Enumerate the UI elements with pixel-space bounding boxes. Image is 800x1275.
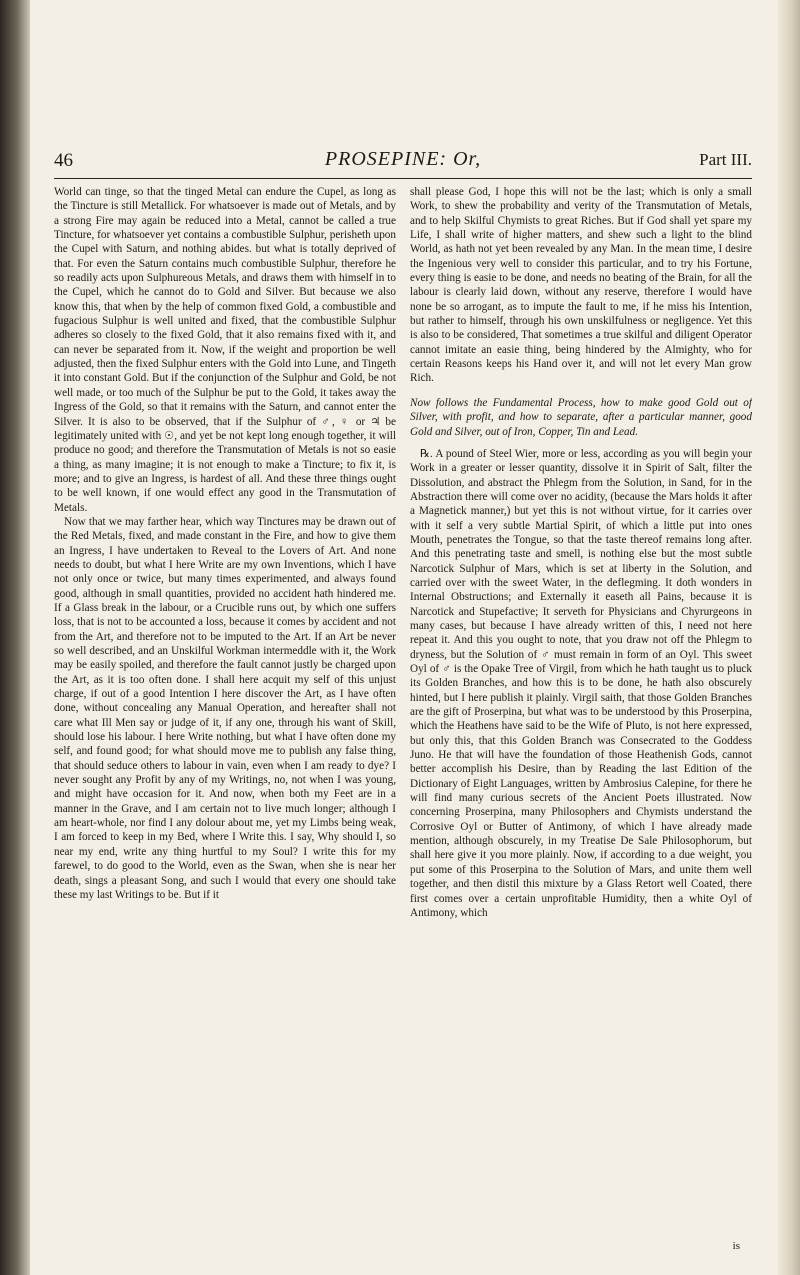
page-fore-edge — [778, 0, 800, 1275]
body-paragraph: World can tinge, so that the tinged Metal can endure the Cupel, as long as the Tincture is still Metallick. For whatsoever is made out of Metals, and by a strong Fire may again be reduced into a Metal, cannot be called a true Tincture, for whatsoever yet contains a combustible Sulphur, perisheth upon the Cupel with Saturn, and nothing abides. but what is totally deprived of that. For even the Saturn contains much combustible Sulphur, therefore he so readily acts upon Sulphureous Metals, and draws them with himself in to the Cupel, which he cannot do to Gold and Silver. But because we also know this, that when by the help of common fixed Gold, a combustible and fugacious Sulphur is well united and fixed, that the combustible Sulphur adheres so closely to the fixed Gold, that it also remains fixed with it, and can never be separated from it. Now, if the weight and proportion be well adjusted, then the fixed Sulphur enters with the Gold into Lune, and Tingeth it into constant Gold. But if the conjunction of the Sulphur and Gold, be not well made, or too much of the Sulphur be put to the Gold, it takes away the Ingress of the Gold, so that it remains with the Saturn, and cannot enter the Silver. It is also to be observed, that if the Sulphur of ♂, ♀ or ♃ be legitimately united with ☉, and yet be not kept long enough together, it will produce no good; and therefore the Transmutation of Metals is not so easie a thing, as many imagine; it is not enough to make a Tincture; to fix it, is more; and to give an Ingress, is hardest of all. And these three things ought to be well known, if one would effect any good in the Transmutation of Metals. — [54, 186, 396, 514]
page-header — [54, 148, 752, 179]
body-paragraph: ℞. A pound of Steel Wier, more or less, according as you will begin your Work in a greater or lesser quantity, dissolve it in Spirit of Salt, filter the Dissolution, and abstract the Phlegm from the Solution, in Sand, for in the Abstraction there will come over no acidity, (because the Mars holds it after a Magnetick manner,) but yet this is not without virtue, for it carries over with it self a very subtle Martial Spirit, of which a little put into ones Mouth, penetrates the Tongue, so that the taste thereof remains long after. And this penetrating taste and smell, is nothing else but the most subtle Narcotick Sulphur of Mars, which is set at liberty in the Solution, and carried over with the sweet Water, in the deflegming. It doth wonders in Internal Obstructions; and Externally it easeth all Pains, because it is Narcotick and Stupefactive; It serveth for Physicians and Chyrurgeons in many cases, but because I have already written of this, I need not here repeat it. And this you ought to note, that you draw not off the Phlegm to dryness, but the Solution of ♂ must remain in form of an Oyl. This sweet Oyl of ♂ is the Opake Tree of Virgil, from which he hath taught us to pluck its Golden Branches, and how this is to be done, he hath also obscurely hinted, but I here publish it plainly. Virgil saith, that those Golden Branches are the gift of Proserpina, but what was to be understood by this Proserpina, which the Heathens have said to be the Wife of Pluto, is not here expressed, but only this, that this Golden Branch was Consecrated to the Goddess Juno. He that will have the foundation of those Heathenish Gods, cannot better accomplish his Desire, than by Reading the last Edition of the Dictionary of Eight Languages, written by Ambrosius Calepine, for there he will find many curious secrets of the Ancient Poets illustrated. Now concerning Proserpina, many Philosophers and Chymists understand the Corrosive Oyl or Butter of Antimony, of which I have already made mention, although obscurely, in my Treatise De Sale Philosophorum, but shall here give it you more plainly. Now, if according to a due weight, you put some of this Proserpina to the Solution of Mars, and unite them well together, and then distil this mixture by a Glass Retort well Coated, there first comes over a certain unprofitable Humidity, then a white Oyl of Antimony, which — [410, 447, 752, 919]
book-page — [30, 0, 778, 1275]
book-spine-shadow — [0, 0, 30, 1275]
part-label: Part III. — [699, 150, 752, 169]
catchword: is — [732, 1240, 740, 1252]
page-number: 46 — [54, 150, 73, 171]
body-paragraph: shall please God, I hope this will not be the last; which is only a small Work, to shew the probability and verity of the Transmutation of Metals, and to help Skilful Chymists to great Riches. But if God shall yet spare my Life, I shall write of higher matters, and shew such a light to the blind World, as hath not yet been revealed by any Man. In the mean time, I desire the Ingenious very well to consider this particular, and to try his Fortune, every thing is easie to be done, and needs no beating of the Brain, for all the labour is clearly laid down, without any reserve, therefore I would have none be so arrogant, as to impute the fault to me, if he miss his Intention, but rather to himself, through his own unskilfulness or negligence. Yet this is also to be considered, That sometimes a true skilful and diligent Operator cannot imitate an easie thing, being hindered by the Almighty, who for certain Reasons keeps his Hand over it, and will not let every Man grow Rich. — [410, 186, 752, 385]
right-column — [410, 185, 752, 1235]
left-column — [54, 185, 396, 1235]
running-title: PROSEPINE: Or, — [324, 148, 482, 170]
body-paragraph: Now that we may farther hear, which way Tinctures may be drawn out of the Red Metals, fixed, and made constant in the Fire, and how to give them an Ingress, I have undertaken to Reveal to the Lovers of Art. And none needs to doubt, but what I here Write are my own Inventions, which I have not only once or twice, but many times experimented, and always found good, although in small quantities, provided no accident hath hindered me. If a Glass break in the labour, or a Crucible runs out, by which one suffers loss, that is not to be accounted a loss, because it comes by accident and not from the Art, and therefore not to be imputed to the Art. If an Art be never so well described, and an Unskilful Workman intermeddle with it, the Work may be easily spoiled, and therefore the fault cannot justly be charged upon the Art, as it is too often done. I shall here acquit my self of this unjust charge, if out of a good Intention I here discover the Art, as I have often done, without concealing any Manual Operation, and hereafter shall not care what Ill Men say or judge of it, if any one, through his want of Skill, should lose his labour. I here Write nothing, but what I have often done my self, and found good; for what should move me to publish any false thing, that should seduce others to labour in vain, even when I am ready to dye? I never sought any Profit by any of my Writings, no, not when I was young, and might have occasion for it. And now, when both my Feet are in a manner in the Grave, and I am certain not to live much longer; although I am heart-whole, nor find I any dolour about me, yet my Limbs being weak, I am forced to keep in my Bed, where I Write this. I say, Why should I, so near my end, write any thing hurtful to my Soul? I write this for my farewel, to do good to the World, even as the Swan, when she is near her death, sings a pleasant Song, and such I would that every one should take these my last Writings to be. But if it — [54, 515, 396, 901]
section-subheading: Now follows the Fundamental Process, how to make good Gold out of Silver, with profit, and how to separate, after a particular manner, good Gold and Silver, out of Iron, Copper, Tin and Lead. — [410, 396, 752, 438]
